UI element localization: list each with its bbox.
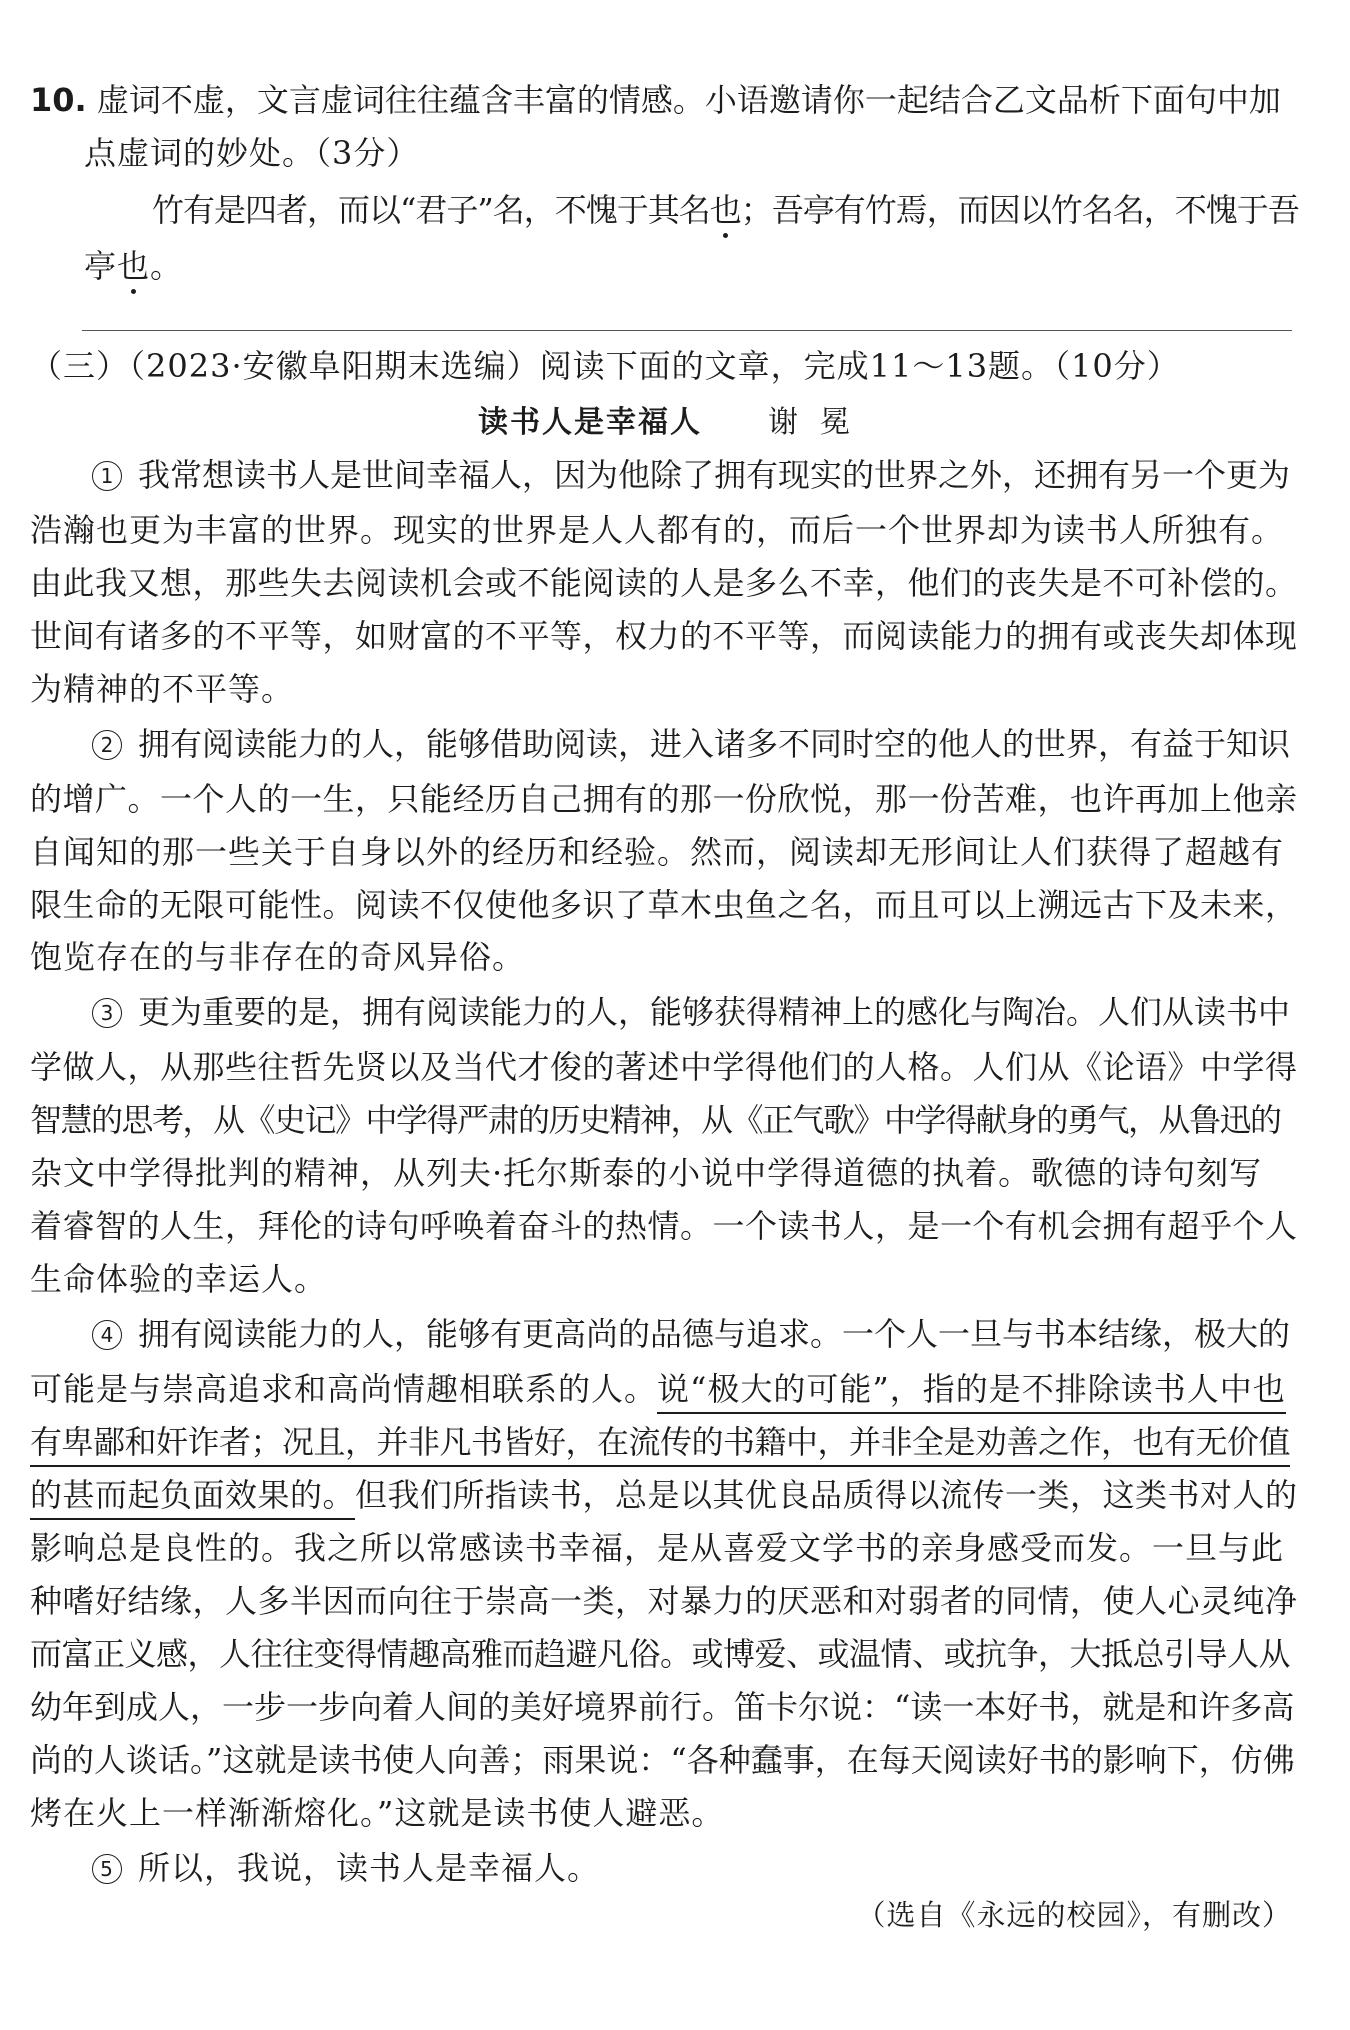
answer-line [82, 330, 1292, 331]
article-source: （选自《永远的校园》，有删改） [856, 1898, 1292, 1932]
paragraph-2-line-4: 限生命的无限可能性。阅读不仅使他多识了草木虫鱼之名，而且可以上溯远古下及未来， [30, 886, 1298, 924]
paragraph-number-badge: 3 [92, 998, 122, 1028]
paragraph-3-line-2: 学做人，从那些往哲先贤以及当代才俊的著述中学得他们的人格。人们从《论语》中学得 [30, 1048, 1298, 1086]
paragraph-1-line-2: 浩瀚也更为丰富的世界。现实的世界是人人都有的，而后一个世界却为读书人所独有。 [30, 511, 1285, 549]
paragraph-4-line-9: 尚的人谈话。”这就是读书使人向善；雨果说：“各种蠢事，在每天阅读好书的影响下，仿佛 [30, 1741, 1295, 1779]
article-title [0, 403, 1350, 443]
quote-line-2: 亭也。 [84, 247, 184, 285]
paragraph-4-line-4: 的甚而起负面效果的。但我们所指读书，总是以其优良品质得以流传一类，这类书对人的 [30, 1475, 1298, 1515]
paragraph-4-line-6: 种嗜好结缘，人多半因而向往于崇高一类，对暴力的厌恶和对弱者的同情，使人心灵纯净 [30, 1582, 1298, 1620]
underlined-sentence: 说“极大的可能”，指的是不排除读书人中也 [657, 1370, 1286, 1414]
paragraph-4-line-3 [30, 1422, 1290, 1462]
paragraph-2-line-3: 自闻知的那一些关于自身以外的经历和经验。然而，阅读却无形间让人们获得了超越有 [30, 833, 1285, 871]
paragraph-number-badge: 2 [92, 730, 122, 760]
paragraph-4-line-2: 可能是与崇高追求和高尚情趣相联系的人。说“极大的可能”，指的是不排除读书人中也 [30, 1369, 1286, 1409]
paragraph-3-line-5: 着睿智的人生，拜伦的诗句呼唤着奋斗的热情。一个读书人，是一个有机会拥有超乎个人 [30, 1207, 1298, 1245]
paragraph-2-line-1: 2 拥有阅读能力的人，能够借助阅读，进入诸多不同时空的他人的世界，有益于知识 [92, 724, 1290, 764]
paragraph-3-line-6: 生命体验的幸运人。 [30, 1260, 328, 1298]
underlined-sentence: 的甚而起负面效果的。 [30, 1476, 355, 1520]
article-title-text: 读书人是幸福人 [478, 405, 702, 440]
underlined-sentence: 有卑鄙和奸诈者；况且，并非凡书皆好，在流传的书籍中，并非全是劝善之作，也有无价值 [30, 1423, 1290, 1467]
paragraph-4-line-5: 影响总是良性的。我之所以常感读书幸福，是从喜爱文学书的亲身感受而发。一旦与此 [30, 1529, 1285, 1567]
paragraph-2-line-2: 的增广。一个人的一生，只能经历自己拥有的那一份欣悦，那一份苦难，也许再加上他亲 [30, 780, 1298, 818]
paragraph-1-line-5: 为精神的不平等。 [30, 670, 295, 708]
paragraph-4-line-1: 4 拥有阅读能力的人，能够有更高尚的品德与追求。一个人一旦与书本结缘，极大的 [92, 1314, 1290, 1354]
paragraph-4-line-7: 而富正义感，人往往变得情趣高雅而趋避凡俗。或博爱、或温情、或抗争，大抵总引导人从 [30, 1635, 1291, 1673]
paragraph-3-line-4: 杂文中学得批判的精神，从列夫·托尔斯泰的小说中学得道德的执着。歌德的诗句刻写 [30, 1154, 1263, 1192]
paragraph-4-line-10: 烤在火上一样渐渐熔化。”这就是读书使人避恶。 [30, 1794, 725, 1832]
quote-line-1: 竹有是四者，而以“君子”名，不愧于其名也；吾亭有竹焉，而因以竹名名，不愧于吾 [152, 191, 1299, 229]
paragraph-2-line-5: 饱览存在的与非存在的奇风异俗。 [30, 938, 526, 976]
emphasis-dot-char: 也 [709, 191, 741, 229]
paragraph-number-badge: 5 [92, 1854, 122, 1884]
emphasis-dot-char: 也 [117, 247, 151, 285]
paragraph-5-line-1: 5 所以，我说，读书人是幸福人。 [92, 1848, 600, 1888]
paragraph-4-line-8: 幼年到成人，一步一步向着人间的美好境界前行。笛卡尔说：“读一本好书，就是和许多高 [30, 1688, 1295, 1726]
question-10-number: 10. [30, 81, 87, 119]
question-10-prompt: 虚词不虚，文言虚词往往蕴含丰富的情感。小语邀请你一起结合乙文品析下面句中加 [96, 81, 1281, 119]
question-10-line-1 [30, 80, 1281, 120]
question-10-line-2: 点虚词的妙处。（3分） [84, 134, 420, 172]
paragraph-1-line-3: 由此我又想，那些失去阅读机会或不能阅读的人是多么不幸，他们的丧失是不可补偿的。 [30, 564, 1298, 602]
section-3-heading: （三）（2023·安徽阜阳期末选编）阅读下面的文章，完成11～13题。（10分） [30, 347, 1180, 385]
article-author: 谢冕 [768, 405, 872, 440]
paragraph-3-line-1: 3 更为重要的是，拥有阅读能力的人，能够获得精神上的感化与陶冶。人们从读书中 [92, 992, 1290, 1032]
paragraph-3-line-3: 智慧的思考，从《史记》中学得严肃的历史精神，从《正气歌》中学得献身的勇气，从鲁迅的 [30, 1101, 1281, 1139]
paragraph-1-line-1: 1 我常想读书人是世间幸福人，因为他除了拥有现实的世界之外，还拥有另一个更为 [92, 455, 1290, 495]
paragraph-1-line-4: 世间有诸多的不平等，如财富的不平等，权力的不平等，而阅读能力的拥有或丧失却体现 [30, 617, 1298, 655]
paragraph-number-badge: 4 [92, 1320, 122, 1350]
paragraph-number-badge: 1 [92, 461, 122, 491]
